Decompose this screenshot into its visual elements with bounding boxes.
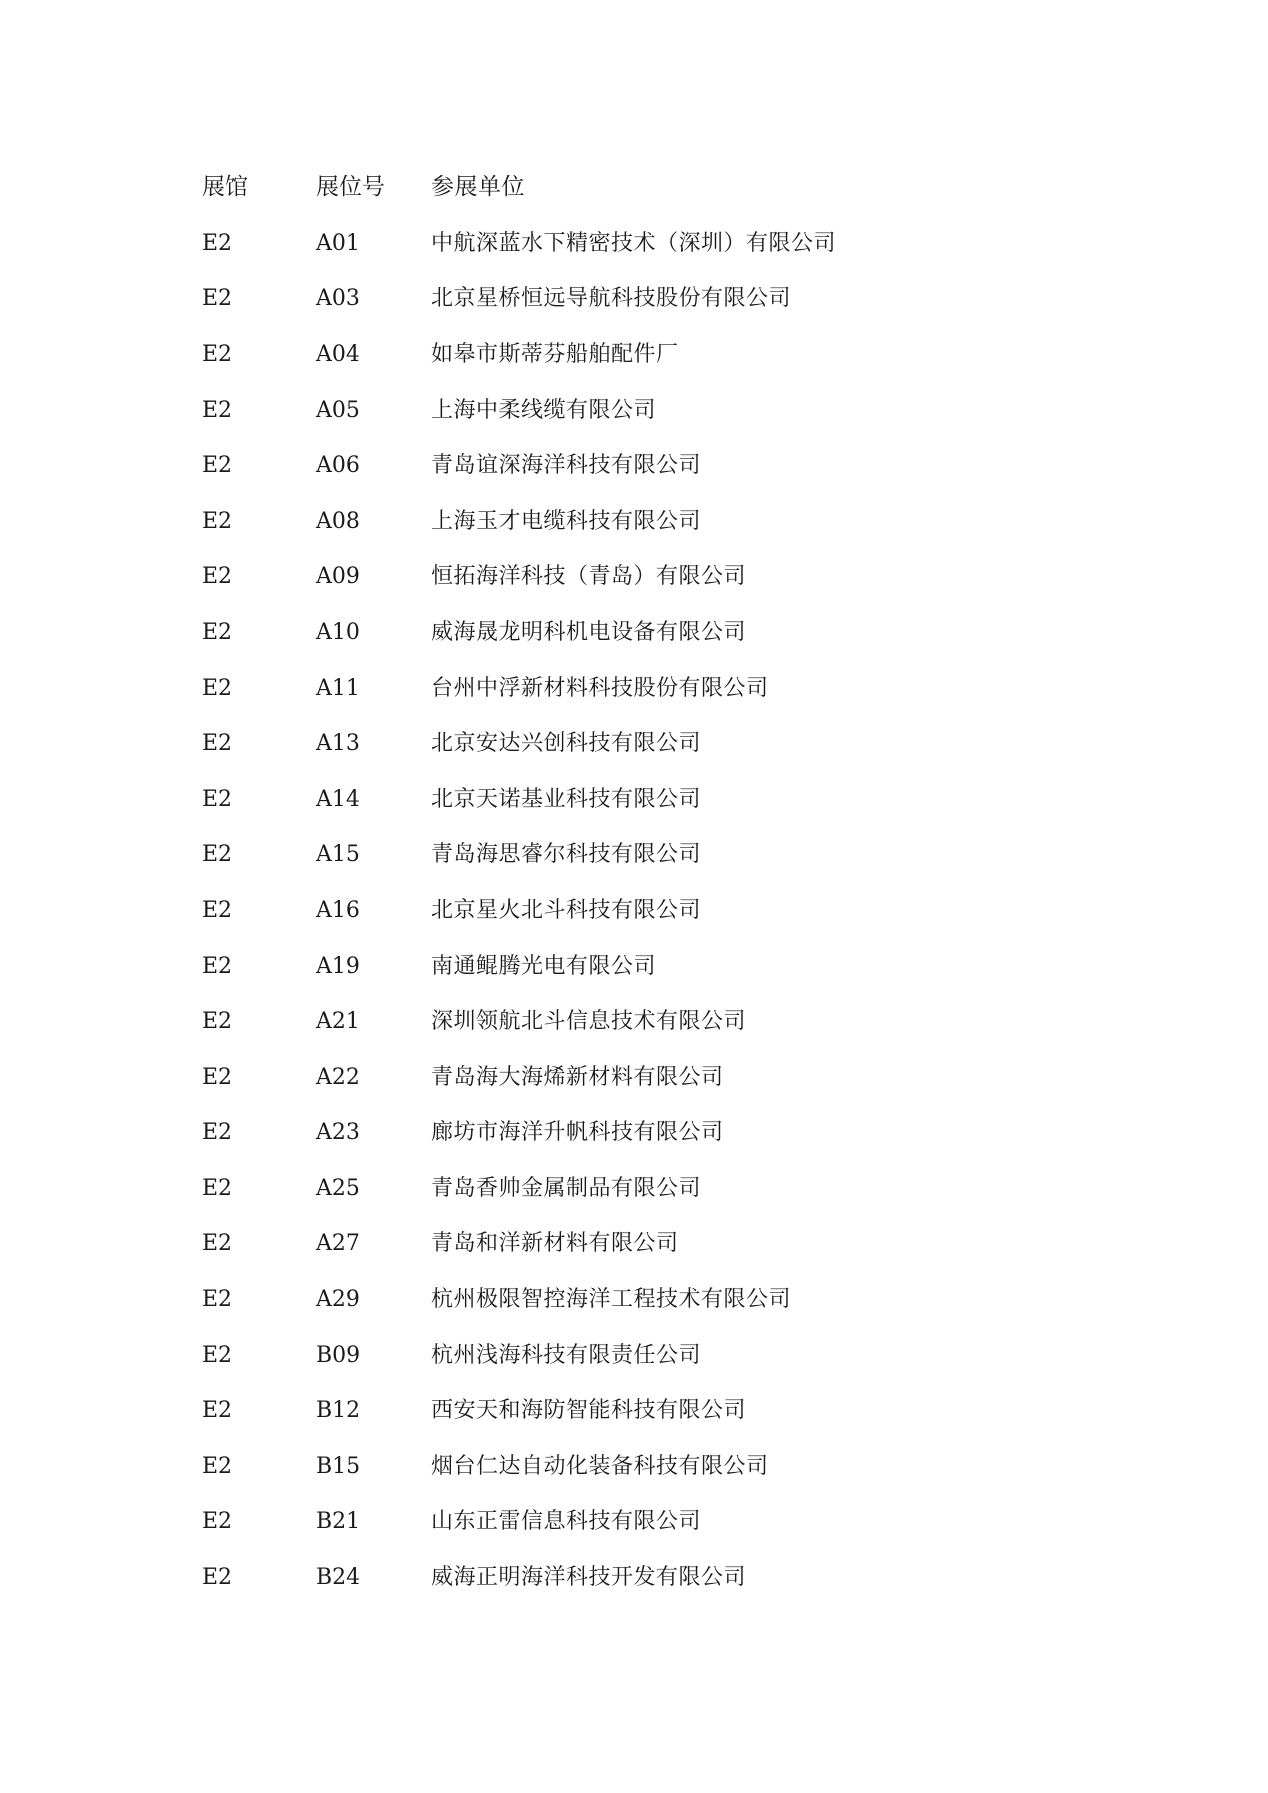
cell-booth: A15	[316, 842, 360, 868]
cell-booth: A13	[316, 731, 360, 757]
cell-booth: B24	[316, 1565, 361, 1591]
table-body	[202, 216, 1022, 1606]
cell-booth: A23	[316, 1120, 360, 1146]
cell-booth: B12	[316, 1398, 361, 1424]
cell-hall: E2	[202, 786, 233, 812]
cell-booth: B21	[316, 1509, 361, 1535]
table-row	[202, 1272, 1022, 1328]
table-row	[202, 994, 1022, 1050]
cell-exhibitor: 山东正雷信息科技有限公司	[431, 1509, 702, 1535]
table-row	[202, 883, 1022, 939]
cell-exhibitor: 北京星桥恒远导航科技股份有限公司	[431, 286, 792, 312]
cell-exhibitor: 如皋市斯蒂芬船舶配件厂	[431, 341, 679, 367]
table-row	[202, 1383, 1022, 1439]
cell-exhibitor: 威海正明海洋科技开发有限公司	[431, 1565, 747, 1591]
cell-booth: A09	[316, 564, 360, 590]
table-row	[202, 1439, 1022, 1495]
table-row	[202, 716, 1022, 772]
table-row	[202, 772, 1022, 828]
cell-hall: E2	[202, 1120, 233, 1146]
cell-hall: E2	[202, 1231, 233, 1257]
cell-hall: E2	[202, 953, 233, 979]
table-row	[202, 1106, 1022, 1162]
cell-hall: E2	[202, 1287, 233, 1313]
cell-booth: A10	[316, 619, 360, 645]
cell-hall: E2	[202, 842, 233, 868]
cell-hall: E2	[202, 1009, 233, 1035]
cell-hall: E2	[202, 230, 233, 256]
cell-exhibitor: 青岛海大海烯新材料有限公司	[431, 1064, 724, 1090]
cell-booth: B09	[316, 1342, 361, 1368]
cell-exhibitor: 青岛香帅金属制品有限公司	[431, 1175, 702, 1201]
cell-exhibitor: 恒拓海洋科技（青岛）有限公司	[431, 564, 747, 590]
cell-booth: A05	[316, 397, 360, 423]
cell-hall: E2	[202, 897, 233, 923]
table-row	[202, 216, 1022, 272]
cell-exhibitor: 南通鲲腾光电有限公司	[431, 953, 657, 979]
table-row	[202, 1050, 1022, 1106]
table-row	[202, 661, 1022, 717]
table-row	[202, 1495, 1022, 1551]
table-row	[202, 605, 1022, 661]
cell-exhibitor: 中航深蓝水下精密技术（深圳）有限公司	[431, 230, 837, 256]
cell-exhibitor: 北京天诺基业科技有限公司	[431, 786, 702, 812]
cell-exhibitor: 北京星火北斗科技有限公司	[431, 897, 702, 923]
cell-hall: E2	[202, 341, 233, 367]
cell-booth: A25	[316, 1175, 360, 1201]
table-row	[202, 939, 1022, 995]
cell-exhibitor: 青岛谊深海洋科技有限公司	[431, 453, 702, 479]
cell-booth: A03	[316, 286, 360, 312]
header-booth: 展位号	[316, 173, 385, 200]
table-row	[202, 1161, 1022, 1217]
cell-booth: A22	[316, 1064, 360, 1090]
cell-exhibitor: 廊坊市海洋升帆科技有限公司	[431, 1120, 724, 1146]
cell-booth: A04	[316, 341, 360, 367]
cell-booth: A27	[316, 1231, 360, 1257]
cell-booth: A06	[316, 453, 360, 479]
cell-hall: E2	[202, 1453, 233, 1479]
cell-booth: A29	[316, 1287, 360, 1313]
cell-hall: E2	[202, 286, 233, 312]
table-row	[202, 438, 1022, 494]
cell-booth: A19	[316, 953, 360, 979]
cell-hall: E2	[202, 508, 233, 534]
cell-booth: A01	[316, 230, 360, 256]
table-header-row	[202, 158, 1022, 216]
header-hall: 展馆	[202, 173, 248, 200]
table-row	[202, 272, 1022, 328]
cell-hall: E2	[202, 1509, 233, 1535]
cell-hall: E2	[202, 1175, 233, 1201]
cell-exhibitor: 青岛和洋新材料有限公司	[431, 1231, 679, 1257]
cell-exhibitor: 上海中柔线缆有限公司	[431, 397, 657, 423]
table-row	[202, 327, 1022, 383]
cell-exhibitor: 烟台仁达自动化装备科技有限公司	[431, 1453, 769, 1479]
cell-hall: E2	[202, 619, 233, 645]
table-row	[202, 1550, 1022, 1606]
cell-exhibitor: 台州中浮新材料科技股份有限公司	[431, 675, 769, 701]
header-exhibitor: 参展单位	[431, 173, 525, 200]
cell-hall: E2	[202, 675, 233, 701]
cell-booth: A14	[316, 786, 360, 812]
cell-exhibitor: 威海晟龙明科机电设备有限公司	[431, 619, 747, 645]
cell-hall: E2	[202, 1565, 233, 1591]
cell-exhibitor: 深圳领航北斗信息技术有限公司	[431, 1009, 747, 1035]
cell-hall: E2	[202, 564, 233, 590]
cell-booth: A08	[316, 508, 360, 534]
cell-exhibitor: 北京安达兴创科技有限公司	[431, 731, 702, 757]
cell-exhibitor: 青岛海思睿尔科技有限公司	[431, 842, 702, 868]
cell-exhibitor: 杭州极限智控海洋工程技术有限公司	[431, 1287, 792, 1313]
cell-booth: A11	[316, 675, 360, 701]
table-row	[202, 383, 1022, 439]
table-row	[202, 494, 1022, 550]
cell-exhibitor: 杭州浅海科技有限责任公司	[431, 1342, 702, 1368]
cell-hall: E2	[202, 1064, 233, 1090]
table-row	[202, 1328, 1022, 1384]
cell-booth: A16	[316, 897, 360, 923]
exhibitor-table	[202, 158, 1022, 1606]
cell-hall: E2	[202, 1398, 233, 1424]
table-row	[202, 828, 1022, 884]
cell-hall: E2	[202, 1342, 233, 1368]
cell-exhibitor: 西安天和海防智能科技有限公司	[431, 1398, 747, 1424]
table-row	[202, 550, 1022, 606]
cell-booth: A21	[316, 1009, 360, 1035]
cell-hall: E2	[202, 453, 233, 479]
cell-hall: E2	[202, 397, 233, 423]
table-row	[202, 1217, 1022, 1273]
cell-exhibitor: 上海玉才电缆科技有限公司	[431, 508, 702, 534]
cell-hall: E2	[202, 731, 233, 757]
cell-booth: B15	[316, 1453, 361, 1479]
